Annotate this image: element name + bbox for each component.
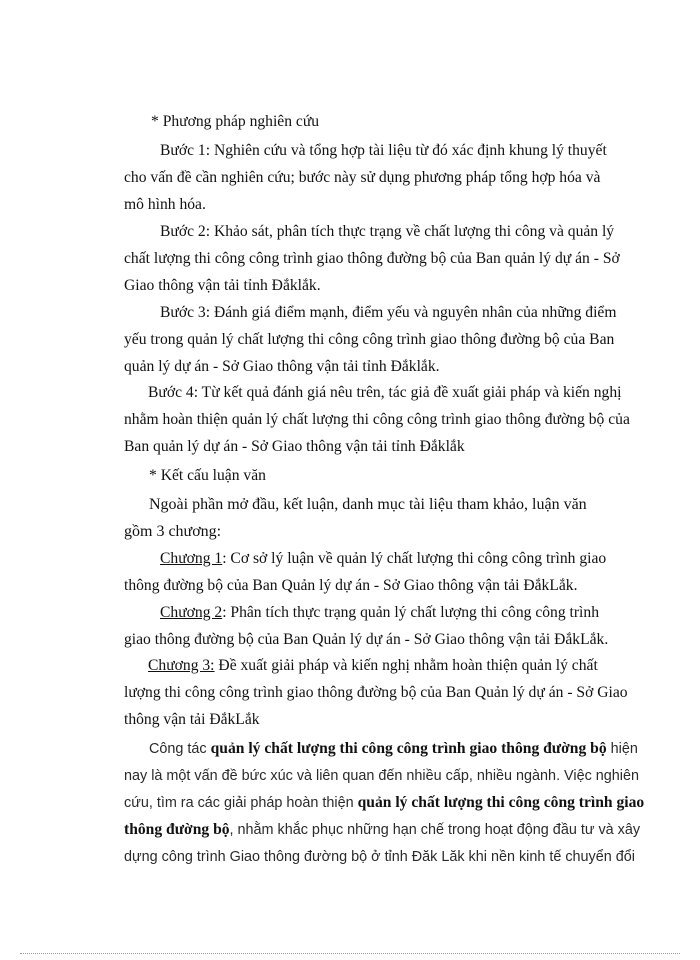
step4-line2: nhằm hoàn thiện quản lý chất lượng thi công công trình giao thông đường bộ của: [124, 411, 630, 428]
chapter3-title-part1: Đề xuất giải pháp và kiến nghị nhằm hoàn thiện quản lý chất: [214, 657, 598, 674]
chapter1-title-part1: : Cơ sở lý luận về quản lý chất lượng thi công công trình giao: [222, 550, 607, 567]
chapter2-label[interactable]: Chương 2: [160, 604, 223, 621]
closing-line5: dựng công trình Giao thông đường bộ ở tỉnh Đăk Lăk khi nền kinh tế chuyển đổi: [124, 849, 635, 865]
chapter2-line1: [160, 603, 599, 623]
step2-line3: Giao thông vận tải tỉnh Đắklắk.: [124, 277, 321, 294]
chapter3-line3: thông vận tải ĐắkLắk: [124, 711, 260, 728]
closing-line3-a: cứu, tìm ra các giải pháp hoàn thiện: [124, 795, 358, 811]
step1-line1: Bước 1: Nghiên cứu và tổng hợp tài liệu từ đó xác định khung lý thuyết: [160, 142, 607, 159]
chapter3-line1: [148, 656, 598, 676]
step3-line3: quản lý dự án - Sở Giao thông vận tải tỉnh Đắklắk.: [124, 358, 440, 375]
closing-line1: [149, 739, 638, 759]
closing-line4: [124, 820, 640, 840]
chapter1-label[interactable]: Chương 1: [160, 550, 223, 567]
structure-intro-line1: Ngoài phần mở đầu, kết luận, danh mục tài liệu tham khảo, luận văn: [149, 496, 587, 513]
closing-line1-a: Công tác: [149, 741, 211, 757]
closing-line2: nay là một vấn đề bức xúc và liên quan đến nhiều cấp, nhiều ngành. Việc nghiên: [124, 768, 640, 784]
closing-line1-bold: quản lý chất lượng thi công công trình giao thông đường bộ: [210, 740, 607, 757]
step1-line2: cho vấn đề cần nghiên cứu; bước này sử dụng phương pháp tổng hợp hóa và: [124, 169, 601, 186]
closing-line4-b: , nhằm khắc phục những hạn chế trong hoạt động đầu tư và xây: [229, 822, 641, 838]
chapter2-line2: giao thông đường bộ của Ban Quản lý dự án - Sở Giao thông vận tải ĐắkLắk.: [124, 631, 609, 648]
structure-heading: * Kết cấu luận văn: [149, 467, 266, 484]
step3-line2: yếu trong quản lý chất lượng thi công công trình giao thông đường bộ của Ban: [124, 331, 615, 348]
closing-line3: [124, 793, 644, 813]
step2-line2: chất lượng thi công công trình giao thông đường bộ của Ban quản lý dự án - Sở: [124, 250, 620, 267]
step4-line3: Ban quản lý dự án - Sở Giao thông vận tải tỉnh Đắklắk: [124, 438, 465, 455]
step2-line1: Bước 2: Khảo sát, phân tích thực trạng về chất lượng thi công và quản lý: [160, 223, 615, 240]
structure-intro-line2: gồm 3 chương:: [124, 523, 222, 540]
closing-line3-bold: quản lý chất lượng thi công công trình giao: [357, 794, 645, 811]
closing-line4-bold: thông đường bộ: [124, 821, 230, 838]
method-heading: * Phương pháp nghiên cứu: [151, 113, 320, 130]
step1-line3: mô hình hóa.: [124, 196, 206, 213]
chapter1-line2: thông đường bộ của Ban Quản lý dự án - Sở Giao thông vận tải ĐắkLắk.: [124, 577, 578, 594]
page-bottom-divider: [20, 953, 680, 954]
chapter1-line1: [160, 549, 606, 569]
step4-line1: Bước 4: Từ kết quả đánh giá nêu trên, tác giả đề xuất giải pháp và kiến nghị: [148, 384, 622, 401]
chapter3-label[interactable]: Chương 3:: [148, 657, 215, 674]
closing-line1-c: hiện: [606, 741, 638, 757]
chapter2-title-part1: : Phân tích thực trạng quản lý chất lượng thi công công trình: [222, 604, 599, 621]
chapter3-line2: lượng thi công công trình giao thông đường bộ của Ban Quản lý dự án - Sở Giao: [124, 684, 628, 701]
step3-line1: Bước 3: Đánh giá điểm mạnh, điểm yếu và nguyên nhân của những điểm: [160, 304, 617, 321]
